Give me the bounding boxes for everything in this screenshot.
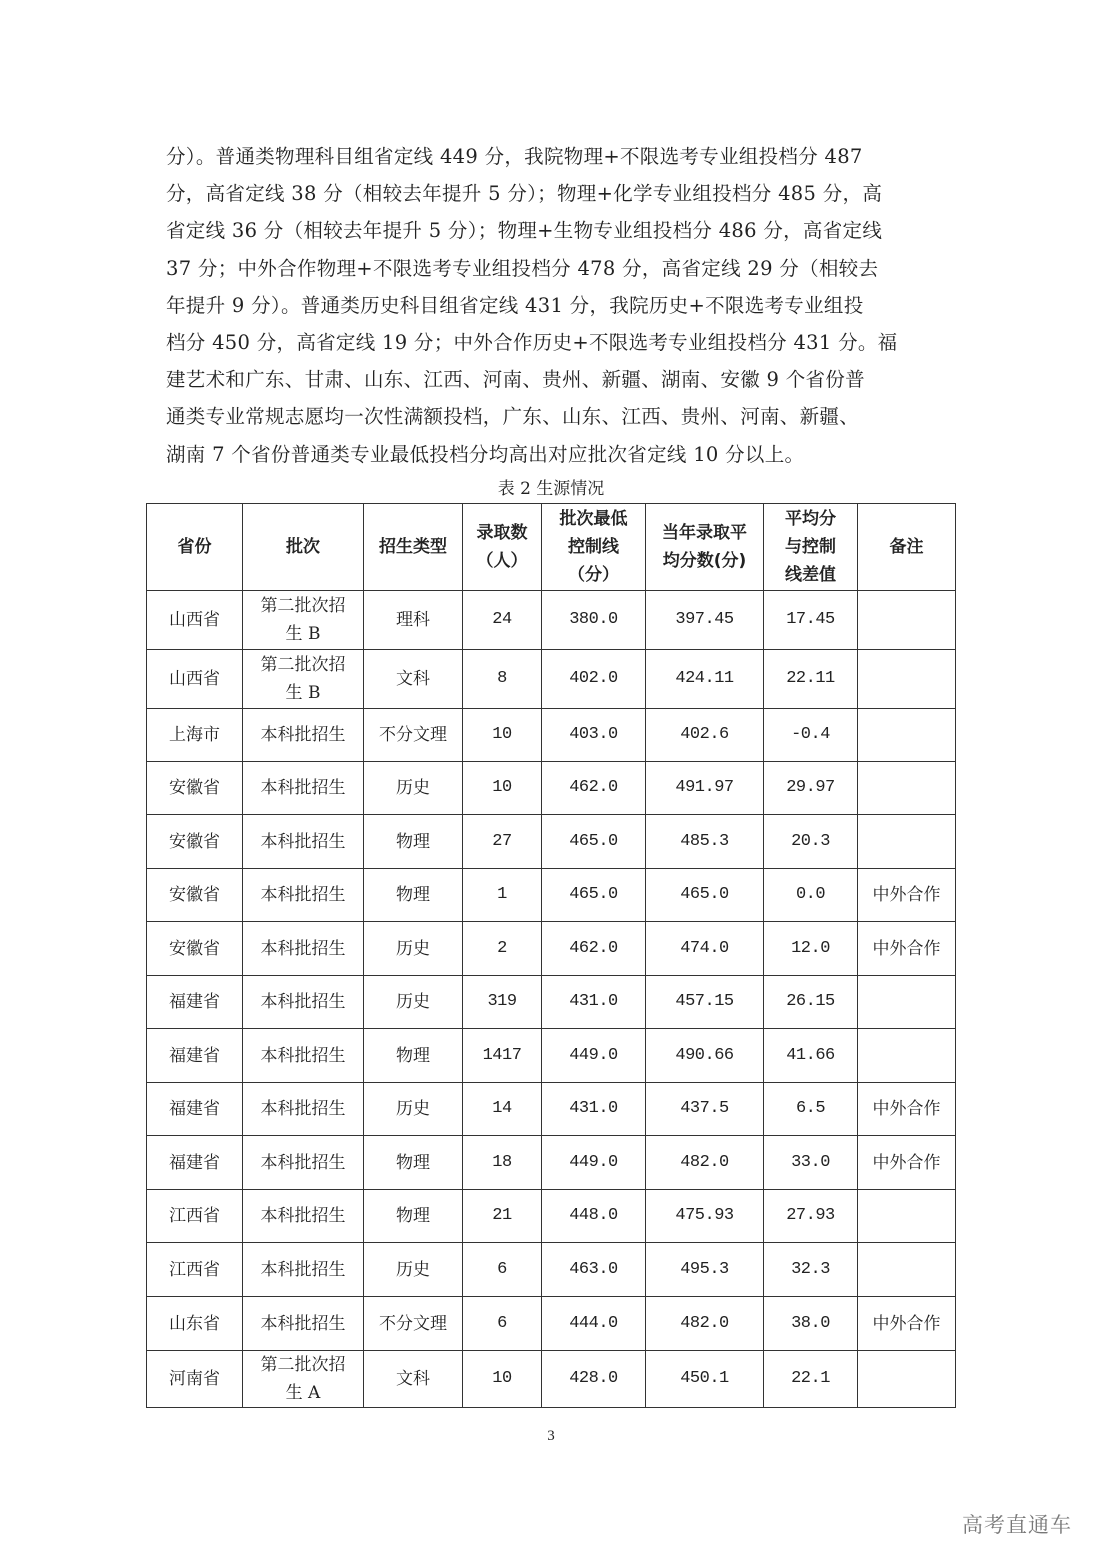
cell-avg-score: 437.5	[646, 1083, 764, 1136]
cell-note	[858, 1351, 956, 1408]
cell-province: 福建省	[147, 1136, 243, 1190]
cell-province: 福建省	[147, 1083, 243, 1136]
table-row	[147, 709, 956, 762]
batch-line: 生 A	[285, 1383, 321, 1403]
cell-min-line: 465.0	[542, 869, 646, 922]
cell-batch: 本科批招生	[243, 709, 364, 762]
cell-diff: 29.97	[764, 762, 858, 815]
batch-line: 第二批次招	[260, 596, 346, 616]
table-row	[147, 922, 956, 976]
cell-diff: 32.3	[764, 1243, 858, 1297]
cell-batch	[243, 1351, 364, 1408]
cell-diff: 12.0	[764, 922, 858, 976]
table-caption: 表 2 生源情况	[497, 479, 605, 499]
cell-min-line: 449.0	[542, 1029, 646, 1083]
cell-diff: 22.11	[764, 650, 858, 709]
enrollment-table	[146, 503, 956, 1408]
cell-province: 上海市	[147, 709, 243, 762]
table-header-row	[147, 504, 956, 591]
cell-batch: 本科批招生	[243, 1083, 364, 1136]
cell-admitted: 24	[463, 591, 542, 650]
cell-province: 福建省	[147, 976, 243, 1029]
cell-type: 历史	[364, 976, 463, 1029]
batch-line: 第二批次招	[260, 655, 346, 675]
cell-province: 江西省	[147, 1190, 243, 1243]
cell-province: 山西省	[147, 650, 243, 709]
table-row	[147, 815, 956, 869]
table-body	[147, 591, 956, 1408]
paragraph-line: 省定线 36 分（相较去年提升 5 分）；物理+生物专业组投档分 486 分，高省定线	[166, 219, 883, 243]
cell-province: 山东省	[147, 1297, 243, 1351]
batch-line: 生 B	[285, 624, 321, 644]
cell-diff: 27.93	[764, 1190, 858, 1243]
cell-type: 历史	[364, 1243, 463, 1297]
table-row	[147, 1351, 956, 1408]
cell-admitted: 1417	[463, 1029, 542, 1083]
cell-batch: 本科批招生	[243, 1297, 364, 1351]
cell-diff: 33.0	[764, 1136, 858, 1190]
cell-min-line: 428.0	[542, 1351, 646, 1408]
cell-admitted: 10	[463, 709, 542, 762]
cell-diff: 20.3	[764, 815, 858, 869]
paragraph-line: 通类专业常规志愿均一次性满额投档，广东、山东、江西、贵州、河南、新疆、	[166, 405, 860, 429]
cell-admitted: 21	[463, 1190, 542, 1243]
table-row	[147, 976, 956, 1029]
cell-avg-score: 424.11	[646, 650, 764, 709]
cell-batch: 本科批招生	[243, 1243, 364, 1297]
cell-avg-score: 450.1	[646, 1351, 764, 1408]
cell-type: 历史	[364, 1083, 463, 1136]
cell-min-line: 448.0	[542, 1190, 646, 1243]
cell-batch: 本科批招生	[243, 922, 364, 976]
header-line: 录取数	[476, 523, 528, 543]
table-row	[147, 1083, 956, 1136]
cell-avg-score: 482.0	[646, 1297, 764, 1351]
cell-admitted: 6	[463, 1297, 542, 1351]
header-avg-score	[646, 504, 764, 591]
header-diff	[764, 504, 858, 591]
table-row	[147, 1297, 956, 1351]
cell-diff: 17.45	[764, 591, 858, 650]
cell-admitted: 6	[463, 1243, 542, 1297]
cell-type: 历史	[364, 762, 463, 815]
cell-note	[858, 1190, 956, 1243]
cell-admitted: 2	[463, 922, 542, 976]
cell-batch: 本科批招生	[243, 1029, 364, 1083]
cell-admitted: 1	[463, 869, 542, 922]
cell-avg-score: 457.15	[646, 976, 764, 1029]
cell-type: 历史	[364, 922, 463, 976]
cell-min-line: 402.0	[542, 650, 646, 709]
cell-province: 安徽省	[147, 869, 243, 922]
cell-type: 文科	[364, 650, 463, 709]
cell-type: 物理	[364, 1136, 463, 1190]
cell-admitted: 319	[463, 976, 542, 1029]
header-type	[364, 504, 463, 591]
cell-note: 中外合作	[858, 922, 956, 976]
cell-type: 物理	[364, 1029, 463, 1083]
cell-admitted: 10	[463, 1351, 542, 1408]
header-min-line	[542, 504, 646, 591]
cell-min-line: 462.0	[542, 762, 646, 815]
cell-note	[858, 709, 956, 762]
cell-admitted: 18	[463, 1136, 542, 1190]
table-row	[147, 1029, 956, 1083]
cell-province: 福建省	[147, 1029, 243, 1083]
header-line: 线差值	[785, 565, 836, 585]
cell-min-line: 444.0	[542, 1297, 646, 1351]
header-line: 控制线	[568, 537, 619, 557]
cell-min-line: 449.0	[542, 1136, 646, 1190]
cell-province: 安徽省	[147, 762, 243, 815]
table-row	[147, 762, 956, 815]
cell-note	[858, 1243, 956, 1297]
cell-province: 安徽省	[147, 922, 243, 976]
cell-batch	[243, 591, 364, 650]
cell-avg-score: 485.3	[646, 815, 764, 869]
cell-note: 中外合作	[858, 1297, 956, 1351]
cell-type: 文科	[364, 1351, 463, 1408]
header-line: 省份	[177, 537, 212, 557]
header-line: 备注	[889, 537, 924, 557]
cell-diff: 6.5	[764, 1083, 858, 1136]
table-row	[147, 869, 956, 922]
cell-province: 山西省	[147, 591, 243, 650]
table-row	[147, 591, 956, 650]
cell-note	[858, 591, 956, 650]
cell-avg-score: 482.0	[646, 1136, 764, 1190]
cell-avg-score: 397.45	[646, 591, 764, 650]
header-line: 招生类型	[379, 537, 447, 557]
paragraph-line: 建艺术和广东、甘肃、山东、江西、河南、贵州、新疆、湖南、安徽 9 个省份普	[166, 368, 865, 392]
cell-note: 中外合作	[858, 869, 956, 922]
paragraph-line: 档分 450 分，高省定线 19 分；中外合作历史+不限选考专业组投档分 431 分。福	[166, 330, 898, 354]
paragraph-line: 分）。普通类物理科目组省定线 449 分，我院物理+不限选考专业组投档分 487	[166, 145, 863, 168]
table-row	[147, 1190, 956, 1243]
cell-avg-score: 475.93	[646, 1190, 764, 1243]
cell-batch: 本科批招生	[243, 762, 364, 815]
header-line: 与控制	[785, 537, 836, 557]
cell-province: 安徽省	[147, 815, 243, 869]
cell-type: 物理	[364, 869, 463, 922]
table-row	[147, 1136, 956, 1190]
cell-avg-score: 490.66	[646, 1029, 764, 1083]
header-admitted	[463, 504, 542, 591]
cell-avg-score: 495.3	[646, 1243, 764, 1297]
cell-min-line: 462.0	[542, 922, 646, 976]
cell-type: 不分文理	[364, 1297, 463, 1351]
body-paragraph	[166, 138, 938, 473]
cell-diff: 0.0	[764, 869, 858, 922]
cell-type: 理科	[364, 591, 463, 650]
cell-min-line: 465.0	[542, 815, 646, 869]
cell-note	[858, 650, 956, 709]
cell-admitted: 8	[463, 650, 542, 709]
cell-note	[858, 976, 956, 1029]
cell-batch: 本科批招生	[243, 869, 364, 922]
cell-admitted: 27	[463, 815, 542, 869]
cell-province: 河南省	[147, 1351, 243, 1408]
cell-batch: 本科批招生	[243, 815, 364, 869]
cell-diff: 22.1	[764, 1351, 858, 1408]
cell-min-line: 403.0	[542, 709, 646, 762]
cell-diff: 38.0	[764, 1297, 858, 1351]
cell-diff: 41.66	[764, 1029, 858, 1083]
cell-note: 中外合作	[858, 1136, 956, 1190]
header-province	[147, 504, 243, 591]
batch-line: 生 B	[285, 683, 321, 703]
paragraph-line: 分，高省定线 38 分（相较去年提升 5 分）；物理+化学专业组投档分 485 分，高	[166, 182, 883, 206]
cell-type: 物理	[364, 1190, 463, 1243]
header-line: 平均分	[785, 509, 836, 529]
header-line: 批次最低	[559, 509, 628, 529]
cell-note	[858, 1029, 956, 1083]
cell-note	[858, 762, 956, 815]
cell-province: 江西省	[147, 1243, 243, 1297]
table-row	[147, 1243, 956, 1297]
cell-batch: 本科批招生	[243, 1136, 364, 1190]
paragraph-line: 37 分；中外合作物理+不限选考专业组投档分 478 分，高省定线 29 分（相较去	[166, 256, 879, 280]
batch-line: 第二批次招	[260, 1355, 346, 1375]
cell-note: 中外合作	[858, 1083, 956, 1136]
header-line: 均分数(分)	[662, 551, 747, 571]
cell-admitted: 14	[463, 1083, 542, 1136]
header-line: 批次	[286, 537, 320, 557]
header-note	[858, 504, 956, 591]
cell-type: 物理	[364, 815, 463, 869]
cell-diff: 26.15	[764, 976, 858, 1029]
paragraph-line: 湖南 7 个省份普通类专业最低投档分均高出对应批次省定线 10 分以上。	[166, 442, 805, 466]
cell-min-line: 380.0	[542, 591, 646, 650]
page-number: 3	[547, 1428, 555, 1444]
cell-batch: 本科批招生	[243, 1190, 364, 1243]
cell-avg-score: 491.97	[646, 762, 764, 815]
cell-note	[858, 815, 956, 869]
cell-batch: 本科批招生	[243, 976, 364, 1029]
header-line: （人）	[476, 551, 528, 571]
cell-avg-score: 474.0	[646, 922, 764, 976]
paragraph-line: 年提升 9 分）。普通类历史科目组省定线 431 分，我院历史+不限选考专业组投	[166, 293, 864, 317]
cell-type: 不分文理	[364, 709, 463, 762]
table-row	[147, 650, 956, 709]
header-batch	[243, 504, 364, 591]
cell-min-line: 431.0	[542, 976, 646, 1029]
cell-avg-score: 402.6	[646, 709, 764, 762]
cell-avg-score: 465.0	[646, 869, 764, 922]
header-line: 当年录取平	[662, 523, 747, 543]
cell-admitted: 10	[463, 762, 542, 815]
cell-batch	[243, 650, 364, 709]
cell-min-line: 431.0	[542, 1083, 646, 1136]
cell-min-line: 463.0	[542, 1243, 646, 1297]
watermark: 高考直通车	[962, 1513, 1072, 1537]
header-line: （分）	[568, 565, 619, 585]
cell-diff: -0.4	[764, 709, 858, 762]
